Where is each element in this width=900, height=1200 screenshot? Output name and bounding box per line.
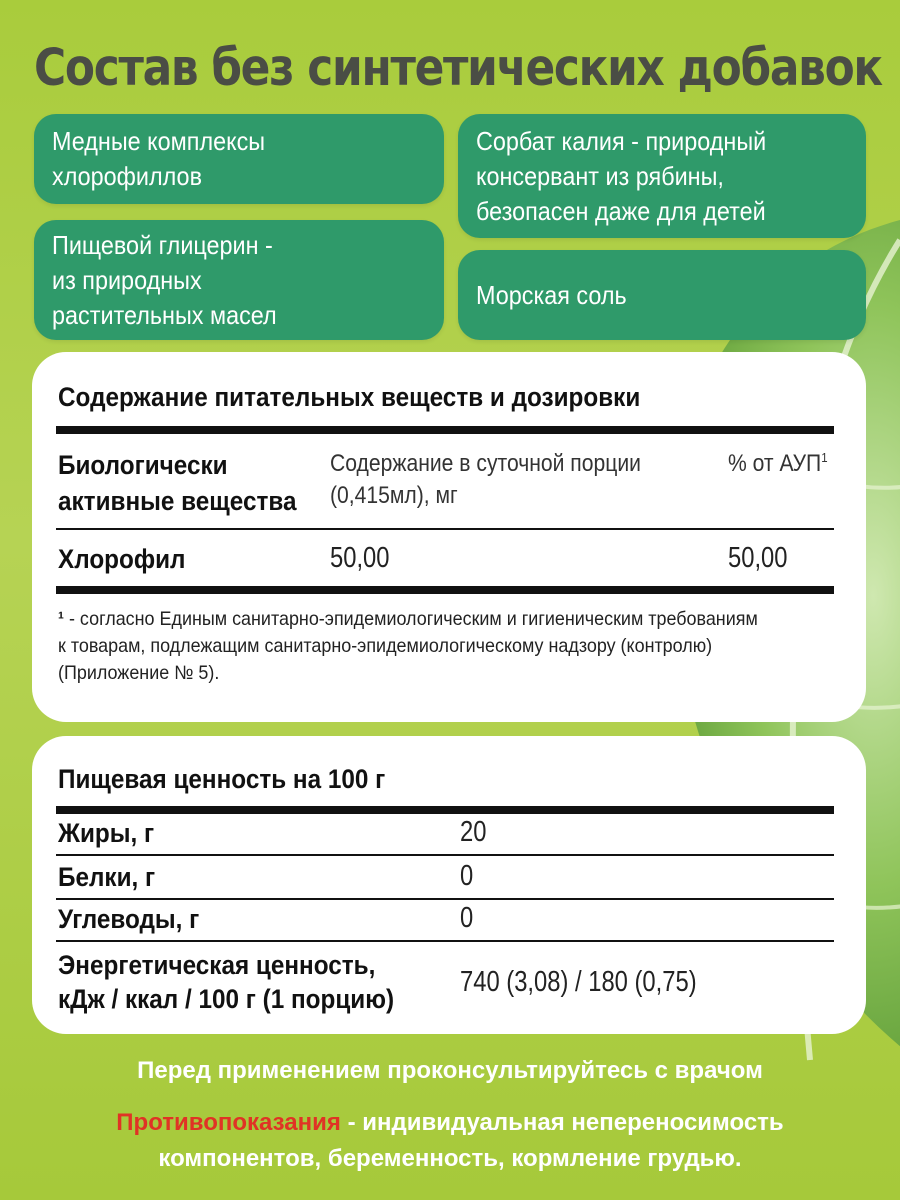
nutrients-title: Содержание питательных веществ и дозировки	[58, 382, 641, 412]
page-title: Состав без синтетических добавок	[34, 39, 882, 98]
footnote-text1: - согласно Единым санитарно-эпидемиологическим и гигиеническим требованиям	[63, 608, 758, 630]
row-carbs-label: Углеводы, г	[58, 904, 200, 934]
footnote	[58, 606, 818, 687]
contraindications-label: Противопоказания	[116, 1109, 341, 1136]
ingredient-sea-salt	[458, 250, 866, 340]
header-substances-line2: активные вещества	[58, 486, 297, 516]
consult-notice: Перед применением проконсультируйтесь с врачом	[137, 1057, 763, 1084]
ingredient-label: Морская соль	[476, 279, 627, 310]
header-substances-line1: Биологически	[58, 450, 228, 480]
contraindications-line2: компонентов, беременность, кормление грудью.	[158, 1145, 742, 1172]
row-energy-label-line2: кДж / ккал / 100 г (1 порцию)	[58, 984, 395, 1014]
row-fat-label: Жиры, г	[58, 818, 155, 848]
nutrition-title: Пищевая ценность на 100 г	[58, 764, 386, 794]
ingredient-potassium-sorbate	[458, 114, 866, 238]
divider	[56, 528, 834, 530]
row-protein-value: 0	[460, 860, 474, 892]
ingredient-glycerin	[34, 220, 444, 340]
row-protein-label: Белки, г	[58, 862, 156, 892]
divider	[56, 586, 834, 594]
contraindications	[0, 1104, 900, 1142]
nutrition-card	[32, 736, 866, 1034]
divider	[56, 426, 834, 434]
header-amount-line2: (0,415мл), мг	[330, 482, 458, 509]
divider	[56, 898, 834, 900]
row-chlorophyll-percent: 50,00	[728, 542, 788, 574]
row-chlorophyll-amount: 50,00	[330, 542, 390, 574]
header-percent-sup: 1	[821, 450, 828, 465]
ingredient-label: Медные комплексы хлорофиллов	[52, 126, 266, 191]
header-percent-text: % от АУП	[728, 450, 822, 477]
row-energy-value: 740 (3,08) / 180 (0,75)	[460, 966, 697, 998]
ingredient-chlorophyll	[34, 114, 444, 204]
divider	[56, 854, 834, 856]
divider	[56, 940, 834, 942]
footnote-mark: ¹	[58, 608, 64, 630]
row-carbs-value: 0	[460, 902, 474, 934]
footnote-line1	[58, 606, 757, 633]
footnote-line3: (Приложение № 5).	[58, 662, 220, 684]
ingredient-label: Сорбат калия - природный консервант из рябины, безопасен даже для детей	[476, 125, 767, 226]
ingredient-label: Пищевой глицерин - из природных растительных масел	[52, 229, 277, 330]
header-percent	[728, 450, 828, 478]
nutrients-card	[32, 352, 866, 722]
contraindications-text: - индивидуальная непереносимость	[340, 1109, 784, 1136]
row-chlorophyll-name: Хлорофил	[58, 544, 186, 574]
footnote-line2: к товарам, подлежащим санитарно-эпидемиологическому надзору (контролю)	[58, 635, 713, 657]
row-fat-value: 20	[460, 816, 487, 848]
divider	[56, 806, 834, 814]
header-amount-line1: Содержание в суточной порции	[330, 450, 641, 477]
row-energy-label-line1: Энергетическая ценность,	[58, 950, 376, 980]
